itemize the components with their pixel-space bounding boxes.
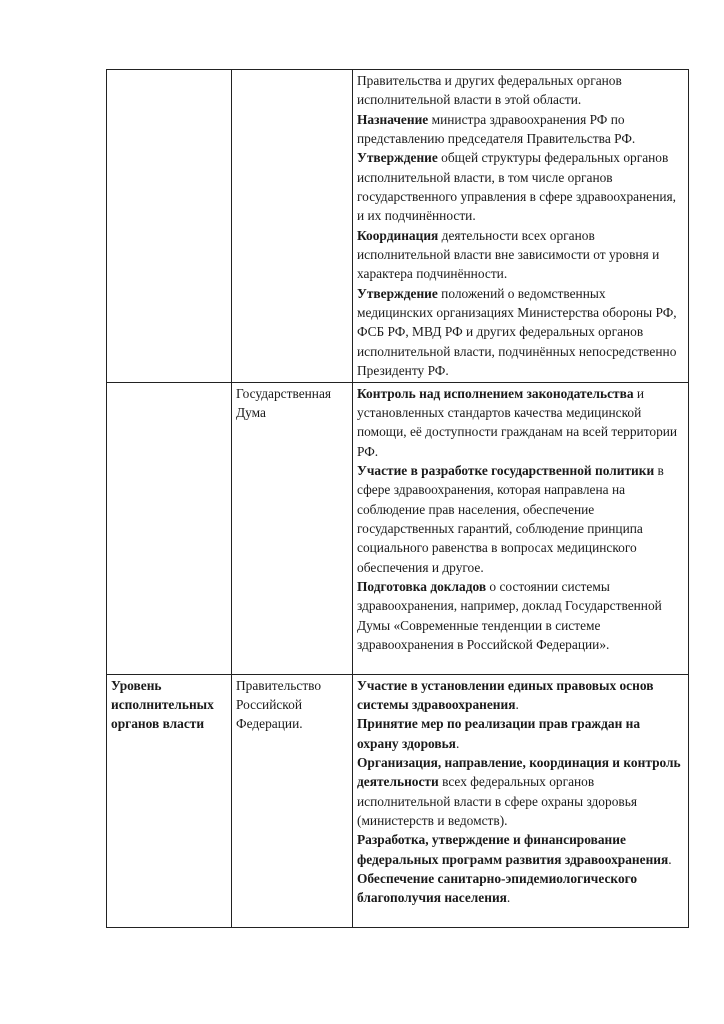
function-paragraph: Разработка, утверждение и финансирование федеральных программ развития здравоохранения. bbox=[357, 832, 672, 867]
table-row bbox=[107, 382, 689, 674]
body-cell bbox=[232, 70, 353, 383]
function-paragraph: Организация, направление, координация и контроль деятельности всех федеральных органов исполнительной власти в сфере охраны здоровья (министерств и ведомств). bbox=[357, 754, 681, 828]
functions-cell bbox=[353, 382, 689, 674]
functions-cell bbox=[353, 674, 689, 927]
body-name: Государственная Дума bbox=[236, 385, 332, 420]
functions-cell bbox=[353, 70, 689, 383]
level-cell bbox=[107, 70, 232, 383]
body-name: Правительство Российской Федерации. bbox=[236, 677, 322, 732]
function-paragraph: Участие в установлении единых правовых основ системы здравоохранения. bbox=[357, 677, 654, 712]
level-label: Уровень исполнительных органов власти bbox=[111, 677, 214, 732]
function-paragraph: Утверждение общей структуры федеральных органов исполнительной власти, в том числе органов государственного управления в сфере здравоохранения, и их подчинённости. bbox=[357, 150, 677, 224]
table-row bbox=[107, 674, 689, 927]
function-paragraph: Назначение министра здравоохранения РФ по представлению председателя Правительства РФ. bbox=[357, 111, 636, 147]
function-paragraph: Принятие мер по реализации прав граждан на охрану здоровья. bbox=[357, 716, 641, 751]
function-paragraph: Подготовка докладов о состоянии системы здравоохранения, например, доклад Государственной Думы «Современные тенденции в системе здравоохранения в Российской Федерации». bbox=[357, 578, 662, 652]
function-paragraph: Обеспечение санитарно-эпидемиологического благополучия населения. bbox=[357, 870, 638, 906]
level-cell bbox=[107, 382, 232, 674]
function-paragraph: Координация деятельности всех органов исполнительной власти вне зависимости от уровня и характера подчинённости. bbox=[357, 227, 660, 282]
function-paragraph: Утверждение положений о ведомственных медицинских организациях Министерства обороны РФ, ФСБ РФ, МВД РФ и других федеральных органов исполнительной власти, подчинённых непосредственно Президенту РФ. bbox=[357, 285, 677, 379]
function-paragraph: Правительства и других федеральных органов исполнительной власти в этой области. bbox=[357, 73, 622, 108]
body-cell bbox=[232, 674, 353, 927]
function-paragraph: Контроль над исполнением законодательства и установленных стандартов качества медицинской помощи, её доступности гражданам на всей территории РФ. bbox=[357, 385, 678, 459]
function-paragraph: Участие в разработке государственной политики в сфере здравоохранения, которая направлена на соблюдение прав населения, обеспечение государственных гарантий, соблюдение принципа социального равенства в вопросах медицинского обеспечения и другое. bbox=[357, 462, 664, 575]
authority-functions-table bbox=[106, 69, 689, 928]
level-cell bbox=[107, 674, 232, 927]
body-cell bbox=[232, 382, 353, 674]
table-row bbox=[107, 70, 689, 383]
